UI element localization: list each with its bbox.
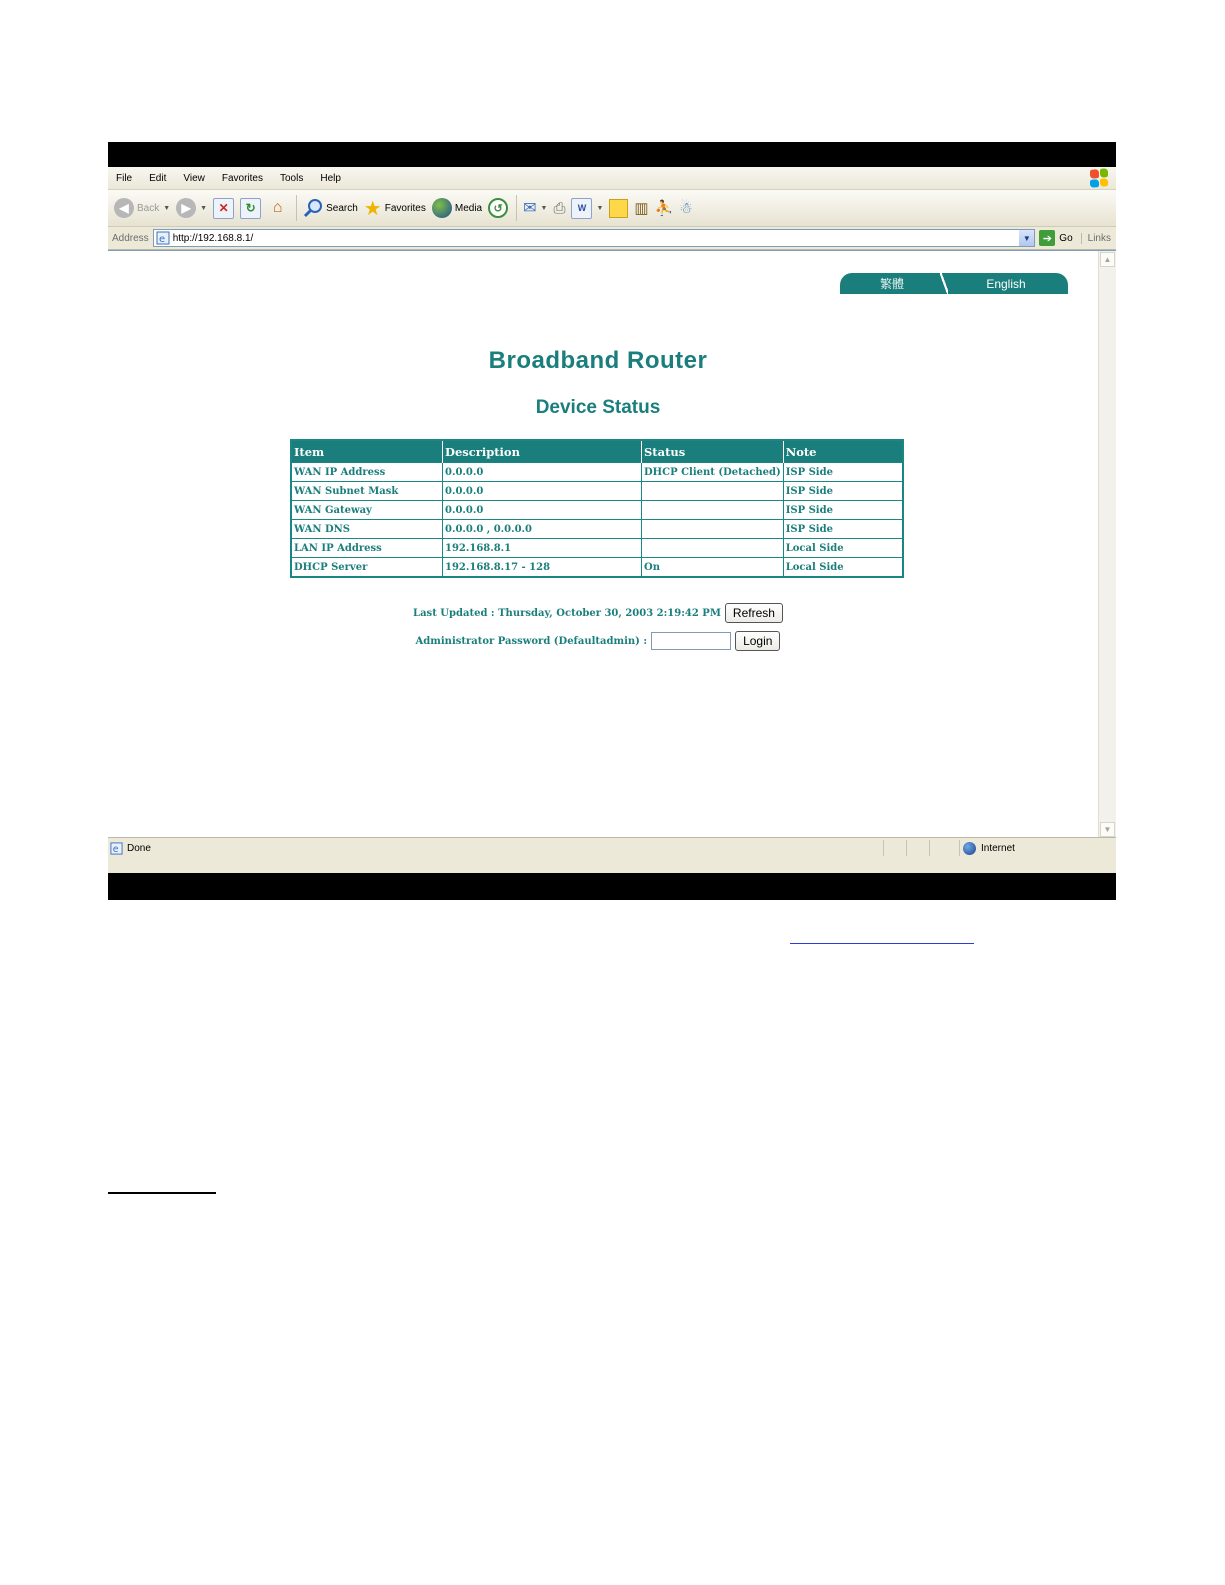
cell-status: On	[642, 558, 784, 578]
links-toolbar[interactable]: Links	[1081, 233, 1116, 244]
password-input[interactable]	[651, 632, 731, 650]
cell-item: LAN IP Address	[291, 539, 443, 558]
messenger-button[interactable]	[655, 199, 674, 217]
status-panes	[883, 840, 952, 856]
status-pane	[929, 840, 952, 856]
cell-description: 192.168.8.1	[443, 539, 642, 558]
header-note: Note	[783, 440, 903, 463]
address-bar	[108, 227, 1116, 250]
contacts-icon: ☃	[679, 200, 693, 217]
address-url: http://192.168.8.1/	[172, 232, 254, 244]
vertical-scrollbar[interactable]	[1098, 251, 1116, 838]
status-text: Done	[127, 842, 151, 854]
header-status: Status	[642, 440, 784, 463]
zone-text: Internet	[981, 842, 1015, 854]
favorites-button[interactable]	[364, 196, 426, 221]
forward-button[interactable]	[176, 198, 196, 218]
media-globe-icon	[432, 198, 452, 218]
cell-description: 0.0.0.0 , 0.0.0.0	[443, 520, 642, 539]
table-row	[291, 558, 903, 578]
security-zone	[959, 840, 1113, 856]
back-button[interactable]	[114, 198, 159, 218]
cell-item: WAN IP Address	[291, 463, 443, 482]
language-tabs	[840, 273, 1068, 294]
table-row	[291, 501, 903, 520]
refresh-button[interactable]: Refresh	[725, 603, 783, 623]
forward-arrow-icon: ▶	[176, 198, 196, 218]
browser-window	[108, 167, 1116, 873]
document-link-underline[interactable]	[790, 921, 974, 944]
page-title: Broadband Router	[488, 347, 708, 374]
tab-english[interactable]: English	[944, 273, 1068, 294]
cell-status	[642, 539, 784, 558]
toolbar	[108, 190, 1116, 227]
cell-status	[642, 501, 784, 520]
table-row	[291, 539, 903, 558]
favorites-star-icon: ★	[363, 197, 382, 220]
menu-bar	[108, 167, 1116, 190]
status-bar	[108, 837, 1116, 858]
search-button[interactable]	[303, 198, 358, 218]
home-icon: ⌂	[272, 199, 283, 216]
cell-note: ISP Side	[783, 482, 903, 501]
svg-text:e: e	[158, 234, 165, 245]
search-label: Search	[326, 202, 358, 214]
print-button[interactable]	[553, 200, 565, 217]
mail-button[interactable]	[523, 198, 536, 218]
back-dropdown-icon[interactable]: ▼	[163, 204, 171, 212]
edit-dropdown-icon[interactable]: ▼	[596, 204, 604, 212]
document-heading-underline	[108, 1178, 216, 1194]
go-button[interactable]	[1039, 230, 1072, 246]
tab-divider	[940, 273, 948, 294]
refresh-browser-button[interactable]	[240, 198, 261, 219]
windows-logo-icon	[1090, 168, 1108, 188]
toolbar-separator	[296, 195, 297, 221]
go-label: Go	[1059, 232, 1073, 244]
password-label: Administrator Password (Defaultadmin) :	[415, 635, 648, 647]
messenger-icon: ⛹	[654, 200, 674, 217]
status-pane	[906, 840, 929, 856]
status-pane	[883, 840, 906, 856]
menu-favorites[interactable]: Favorites	[221, 172, 263, 184]
cell-note: Local Side	[783, 539, 903, 558]
mail-icon: ✉	[523, 200, 537, 217]
login-row	[108, 631, 1088, 651]
research-icon: ▥	[634, 200, 649, 217]
media-label: Media	[454, 202, 483, 214]
cell-note: ISP Side	[783, 520, 903, 539]
address-input[interactable]	[153, 229, 1036, 247]
scroll-down-icon[interactable]: ▼	[1100, 822, 1115, 837]
stop-icon: ✕	[213, 198, 234, 219]
scroll-up-icon[interactable]: ▲	[1100, 252, 1115, 267]
cell-note: ISP Side	[783, 463, 903, 482]
page-done-icon	[110, 842, 123, 855]
history-icon: ↺	[488, 198, 508, 218]
toolbar-separator	[516, 195, 517, 221]
page-icon	[156, 231, 170, 245]
device-status-table	[290, 439, 904, 578]
header-item: Item	[291, 440, 443, 463]
address-label: Address	[112, 232, 149, 244]
menu-file[interactable]: File	[116, 172, 133, 184]
table-row	[291, 463, 903, 482]
stop-button[interactable]	[213, 198, 234, 219]
print-icon: ⎙	[553, 199, 566, 217]
refresh-icon: ↻	[240, 198, 261, 219]
cell-note: Local Side	[783, 558, 903, 578]
menu-view[interactable]: View	[183, 172, 205, 184]
forward-dropdown-icon[interactable]: ▼	[200, 204, 208, 212]
menu-tools[interactable]: Tools	[279, 172, 304, 184]
menu-edit[interactable]: Edit	[149, 172, 167, 184]
go-arrow-icon: ➔	[1039, 230, 1055, 246]
back-label: Back	[137, 202, 160, 214]
home-button[interactable]	[267, 198, 288, 219]
last-updated-row	[108, 603, 1088, 623]
note-icon	[609, 199, 628, 218]
mail-dropdown-icon[interactable]: ▼	[540, 204, 548, 212]
cell-description: 0.0.0.0	[443, 501, 642, 520]
cell-description: 192.168.8.17 - 128	[443, 558, 642, 578]
search-icon	[303, 198, 323, 218]
tab-chinese[interactable]: 繁體	[840, 273, 944, 294]
history-button[interactable]	[488, 198, 508, 218]
research-button[interactable]	[634, 199, 648, 217]
cell-status	[642, 520, 784, 539]
internet-globe-icon	[963, 842, 976, 855]
menu-help[interactable]: Help	[320, 172, 341, 184]
edit-button[interactable]	[571, 198, 592, 219]
cell-status	[642, 482, 784, 501]
cell-description: 0.0.0.0	[443, 463, 642, 482]
favorites-label: Favorites	[384, 202, 426, 214]
address-dropdown-icon[interactable]: ▼	[1019, 230, 1034, 246]
screenshot-frame	[108, 142, 1116, 900]
table-row	[291, 520, 903, 539]
login-button[interactable]: Login	[735, 631, 780, 651]
cell-item: DHCP Server	[291, 558, 443, 578]
header-description: Description	[443, 440, 642, 463]
back-arrow-icon: ◀	[114, 198, 134, 218]
page-subtitle: Device Status	[535, 397, 661, 418]
media-button[interactable]	[432, 198, 482, 218]
status-done	[108, 842, 151, 855]
cell-item: WAN Gateway	[291, 501, 443, 520]
table-header-row	[291, 440, 903, 463]
contacts-button[interactable]	[679, 199, 692, 217]
svg-text:e: e	[112, 843, 119, 855]
last-updated-text: Last Updated : Thursday, October 30, 2003 2:19:42 PM	[413, 607, 721, 619]
cell-note: ISP Side	[783, 501, 903, 520]
table-row	[291, 482, 903, 501]
cell-status: DHCP Client (Detached)	[642, 463, 784, 482]
cell-item: WAN DNS	[291, 520, 443, 539]
web-content	[108, 250, 1116, 838]
discuss-button[interactable]	[609, 199, 628, 218]
cell-description: 0.0.0.0	[443, 482, 642, 501]
edit-icon: W	[571, 198, 592, 219]
cell-item: WAN Subnet Mask	[291, 482, 443, 501]
